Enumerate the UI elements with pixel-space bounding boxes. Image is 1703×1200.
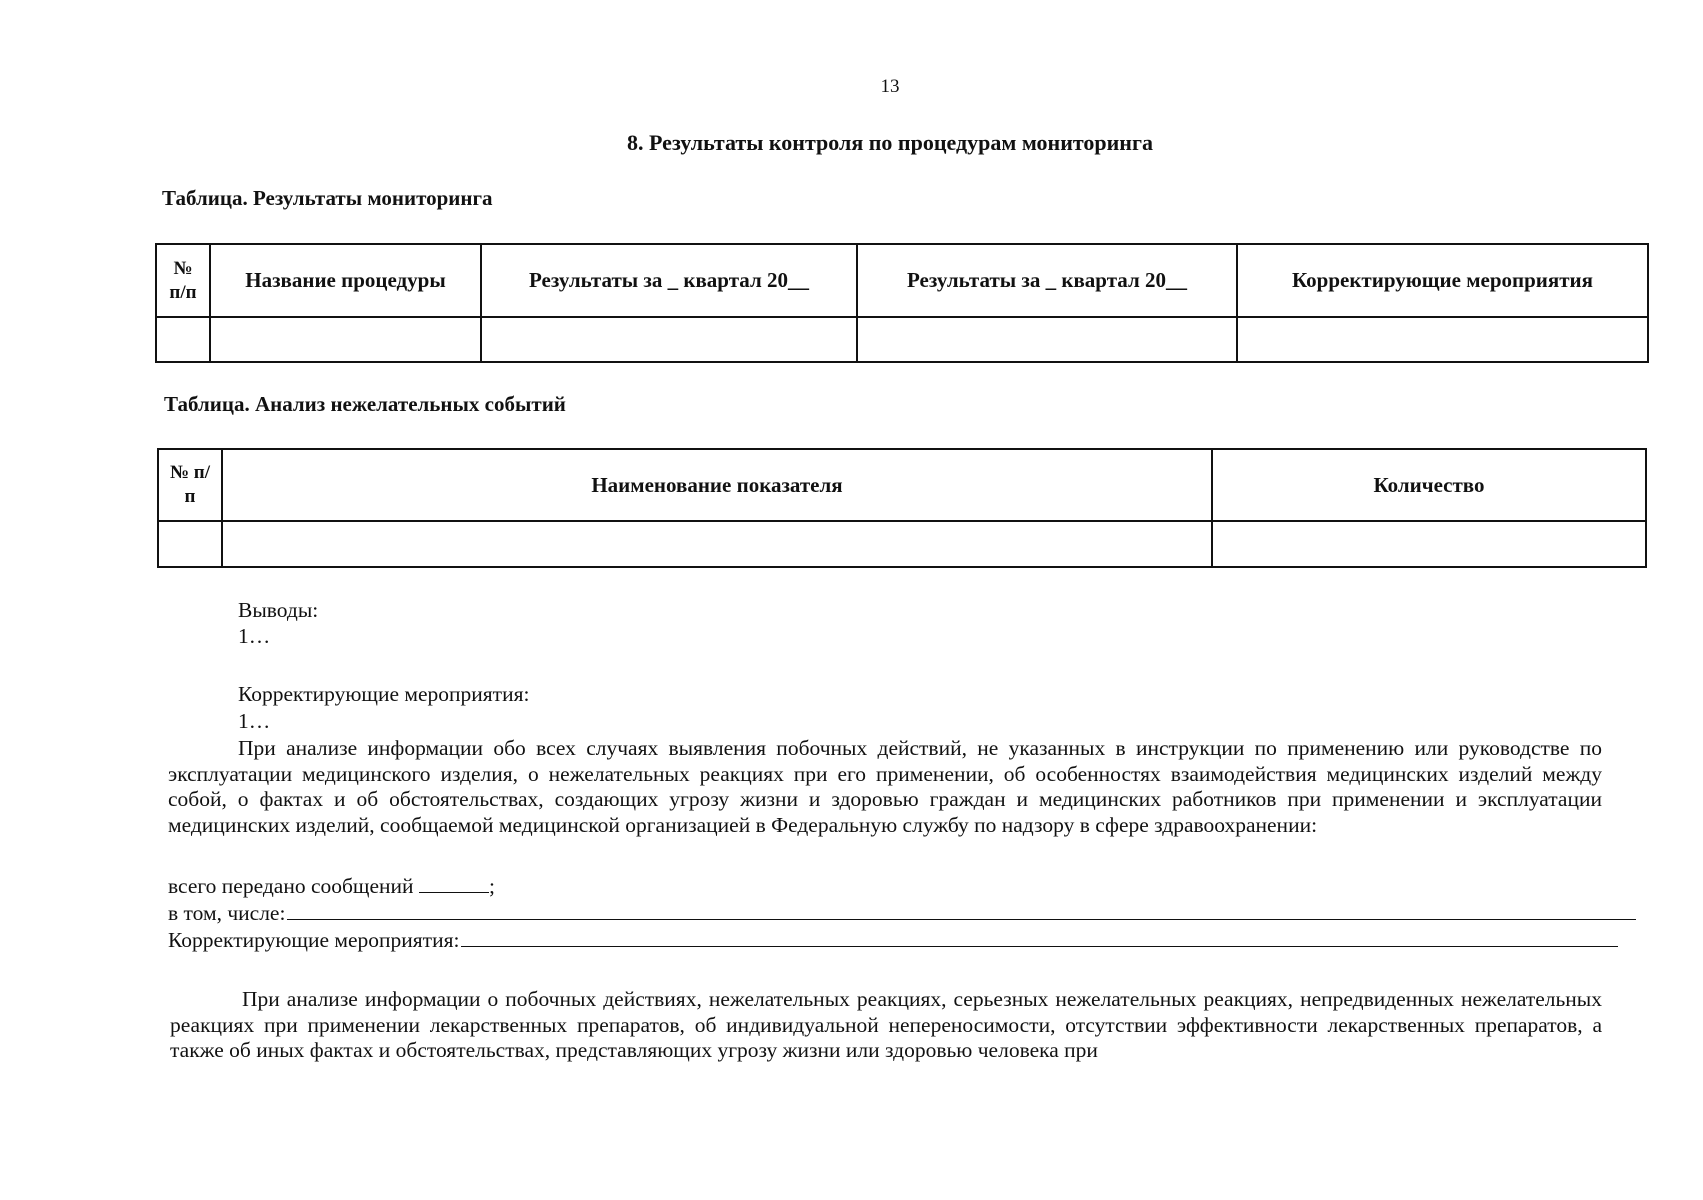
messages-total-line (168, 874, 495, 900)
table-header-row (156, 244, 1648, 317)
column-header-corrective-measures: Корректирующие мероприятия (1237, 244, 1648, 317)
column-header-results-quarter-2: Результаты за _ квартал 20__ (857, 244, 1237, 317)
corrective-measures-fill-line[interactable] (461, 928, 1618, 947)
table-cell-empty[interactable] (1237, 317, 1648, 362)
table-cell-empty[interactable] (857, 317, 1237, 362)
including-line (168, 901, 1636, 927)
table-caption-adverse-events: Таблица. Анализ нежелательных событий (164, 392, 566, 416)
paragraph-medicinal-products: При анализе информации о побочных действиях, нежелательных реакциях, серьезных нежелательных реакциях, непредвиденных нежелательных реакциях при применении лекарственных препаратов, об индивидуальной непереносимости, отсутствии эффективности лекарственных препаратов, а также об иных фактах и обстоятельствах, представляющих угрозу жизни или здоровью человека при (170, 987, 1602, 1062)
table-row (156, 317, 1648, 362)
monitoring-results-table (155, 243, 1649, 363)
messages-total-suffix: ; (488, 874, 495, 898)
including-label: в том, числе: (168, 901, 286, 925)
column-header-count: Количество (1212, 449, 1646, 521)
messages-total-label: всего передано сообщений (168, 874, 414, 898)
table-cell-empty[interactable] (156, 317, 210, 362)
page-number: 13 (880, 76, 900, 97)
corrective-measures-label: Корректирующие мероприятия: (168, 928, 460, 952)
messages-total-blank[interactable] (419, 874, 489, 893)
column-header-procedure-name: Название процедуры (210, 244, 481, 317)
table-header-row (158, 449, 1646, 521)
section-title: 8. Результаты контроля по процедурам мониторинга (627, 130, 1153, 155)
including-fill-line[interactable] (287, 901, 1636, 920)
column-header-number: № п/п (158, 449, 222, 521)
table-caption-monitoring-results: Таблица. Результаты мониторинга (162, 186, 493, 210)
table-row (158, 521, 1646, 567)
table-cell-empty[interactable] (158, 521, 222, 567)
corrective-measures-line (168, 928, 1618, 954)
table-cell-empty[interactable] (481, 317, 857, 362)
corrective-item: 1… (238, 709, 271, 733)
table-cell-empty[interactable] (1212, 521, 1646, 567)
paragraph-medical-devices: При анализе информации обо всех случаях выявления побочных действий, не указанных в инструкции по применению или руководстве по эксплуатации медицинского изделия, о нежелательных реакциях при его применении, об особенностях взаимодействия медицинских изделий между собой, о фактах и об обстоятельствах, создающих угрозу жизни и здоровью граждан и медицинских работников при применении и эксплуатации медицинских изделий, сообщаемой медицинской организацией в Федеральную службу по надзору в сфере здравоохранении: (168, 736, 1602, 837)
column-header-number: № п/п (156, 244, 210, 317)
table-cell-empty[interactable] (222, 521, 1212, 567)
conclusions-label: Выводы: (238, 598, 319, 622)
table-cell-empty[interactable] (210, 317, 481, 362)
adverse-events-table (157, 448, 1647, 568)
conclusions-item: 1… (238, 624, 271, 648)
column-header-results-quarter-1: Результаты за _ квартал 20__ (481, 244, 857, 317)
column-header-indicator-name: Наименование показателя (222, 449, 1212, 521)
corrective-label: Корректирующие мероприятия: (238, 682, 530, 706)
